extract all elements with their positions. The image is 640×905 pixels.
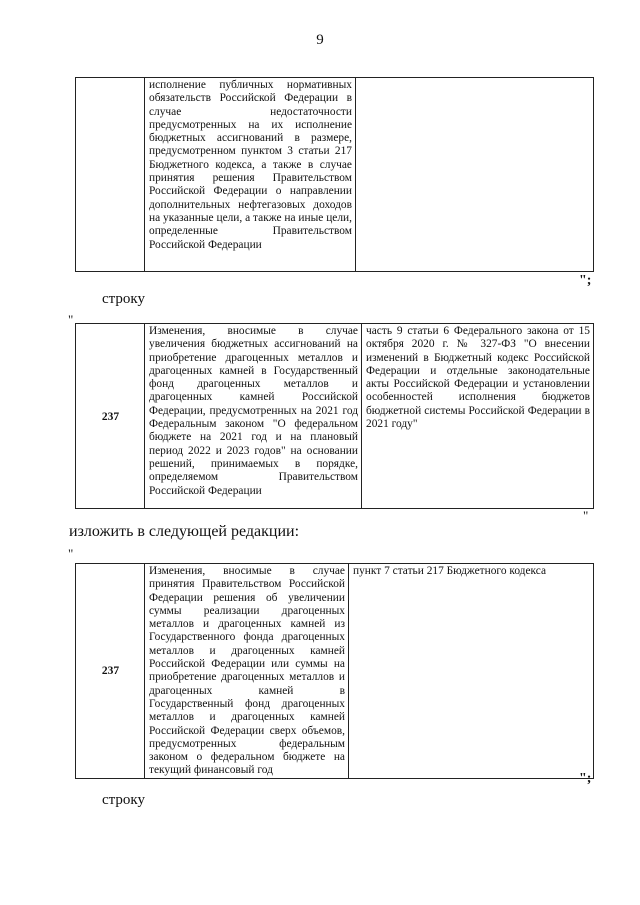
closing-quote: "; [579,273,592,288]
row-description: исполнение публичных нормативных обязательств Российской Федерации в случае недостаточности предусмотренных на их исполнение бюджетных ассигнований в размере, предусмотренном пунктом 3 статьи 217 Бюджетного кодекса, а также в случае принятия решения Правительством Российской Федерации о направлении дополнительных нефтегазовых доходов на указанные цели, а также на иные цели, определенные Правительством Российской Федерации [149,79,352,251]
page-number: 9 [316,32,324,48]
basis-cell [356,78,594,272]
row-number: 237 [76,564,145,779]
table-continuation [75,77,594,272]
closing-quote: " [583,508,589,523]
row-basis: часть 9 статьи 6 Федерального закона от 15 октября 2020 г. № 327-ФЗ "О внесении изменений в Бюджетный кодекс Российской Федерации и отдельные законодательные акты Российской Федерации и установлении особенностей исполнения бюджетов бюджетной системы Российской Федерации в 2021 году" [366,325,590,431]
row-number: 237 [76,324,145,509]
row-description: Изменения, вносимые в случае принятия Правительством Российской Федерации решения об увеличении суммы реализации драгоценных металлов и драгоценных камней из Государственного фонда драгоценных металлов и драгоценных камней Российской Федерации или суммы на приобретение драгоценных металлов и драгоценных камней в Государственный фонд драгоценных металлов и драгоценных камней Российской Федерации сверх объемов, предусмотренных федеральным законом о федеральном бюджете на текущий финансовый год [149,565,345,777]
table-row-237-old [75,323,594,509]
opening-quote: " [68,546,74,561]
table-row-237-new [75,563,594,779]
closing-quote: "; [579,771,592,786]
row-basis: пункт 7 статьи 217 Бюджетного кодекса [353,565,547,577]
basis-cell [349,564,594,779]
table-row [76,564,594,779]
instruction-stroku: строку [102,291,145,307]
instruction-stroku: строку [102,792,145,808]
opening-quote: " [68,312,74,327]
basis-cell [362,324,594,509]
row-description: Изменения, вносимые в случае увеличения бюджетных ассигнований на приобретение драгоценных металлов и драгоценных камней в Государственный фонд драгоценных металлов и драгоценных камней Российской Федерации, предусмотренных на 2021 год Федеральным законом "О федеральном бюджете на 2021 год и на плановый период 2022 и 2023 годов" на основании решений, принимаемых в порядке, определяемом Правительством Российской Федерации [149,325,358,497]
instruction-izlozhit: изложить в следующей редакции: [69,523,300,540]
number-cell [76,78,145,272]
table-row [76,78,594,272]
description-cell [145,78,356,272]
table-row [76,324,594,509]
description-cell [145,324,362,509]
description-cell [145,564,349,779]
